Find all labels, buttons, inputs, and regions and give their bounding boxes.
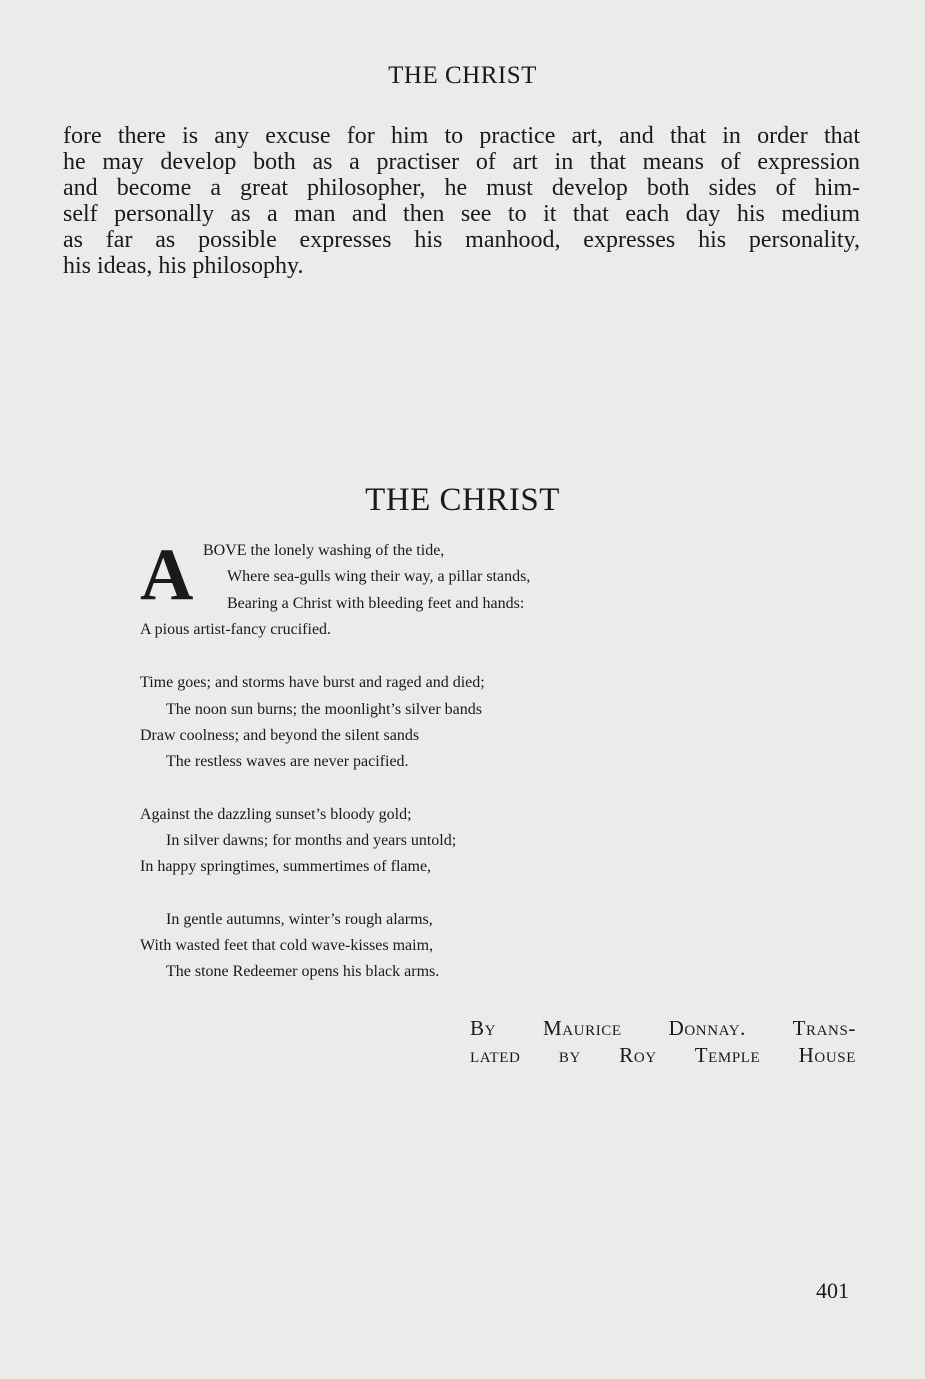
page-number: 401 [816, 1278, 849, 1303]
attribution-line: By Maurice Donnay. Trans- [470, 1016, 856, 1040]
poem-line: The noon sun burns; the moonlight’s silver bands [166, 701, 482, 718]
poem-line: Where sea-gulls wing their way, a pillar stands, [227, 568, 531, 585]
poem-line: In silver dawns; for months and years untold; [166, 832, 457, 849]
poem-line: In gentle autumns, winter’s rough alarms, [166, 911, 433, 928]
poem-line: A pious artist-fancy crucified. [140, 621, 332, 638]
poem-title: THE CHRIST [365, 482, 560, 518]
attribution-line: lated by Roy Temple House [470, 1043, 856, 1067]
attribution [470, 1015, 856, 1069]
prose-line: as far as possible expresses his manhood, expresses his personality, [63, 227, 860, 253]
poem-line: Bearing a Christ with bleeding feet and hands: [227, 595, 525, 612]
drop-cap: A [140, 534, 194, 616]
prose-paragraph [63, 123, 860, 279]
poem-line: The restless waves are never pacified. [166, 753, 409, 770]
prose-line: self personally as a man and then see to it that each day his medium [63, 201, 860, 227]
prose-line: his ideas, his philosophy. [63, 253, 304, 279]
poem-line: Time goes; and storms have burst and raged and died; [140, 674, 485, 691]
running-head: THE CHRIST [388, 62, 537, 89]
poem-line: With wasted feet that cold wave-kisses maim, [140, 937, 434, 954]
prose-line: and become a great philosopher, he must develop both sides of him- [63, 175, 860, 201]
poem-line: In happy springtimes, summertimes of flame, [140, 858, 432, 875]
poem-line: The stone Redeemer opens his black arms. [166, 963, 440, 980]
poem-line: Draw coolness; and beyond the silent sands [140, 727, 420, 744]
prose-line: fore there is any excuse for him to practice art, and that in order that [63, 123, 860, 149]
poem-line: Against the dazzling sunset’s bloody gold; [140, 806, 412, 823]
poem-line: BOVE the lonely washing of the tide, [203, 542, 445, 559]
prose-line: he may develop both as a practiser of art in that means of expression [63, 149, 860, 175]
